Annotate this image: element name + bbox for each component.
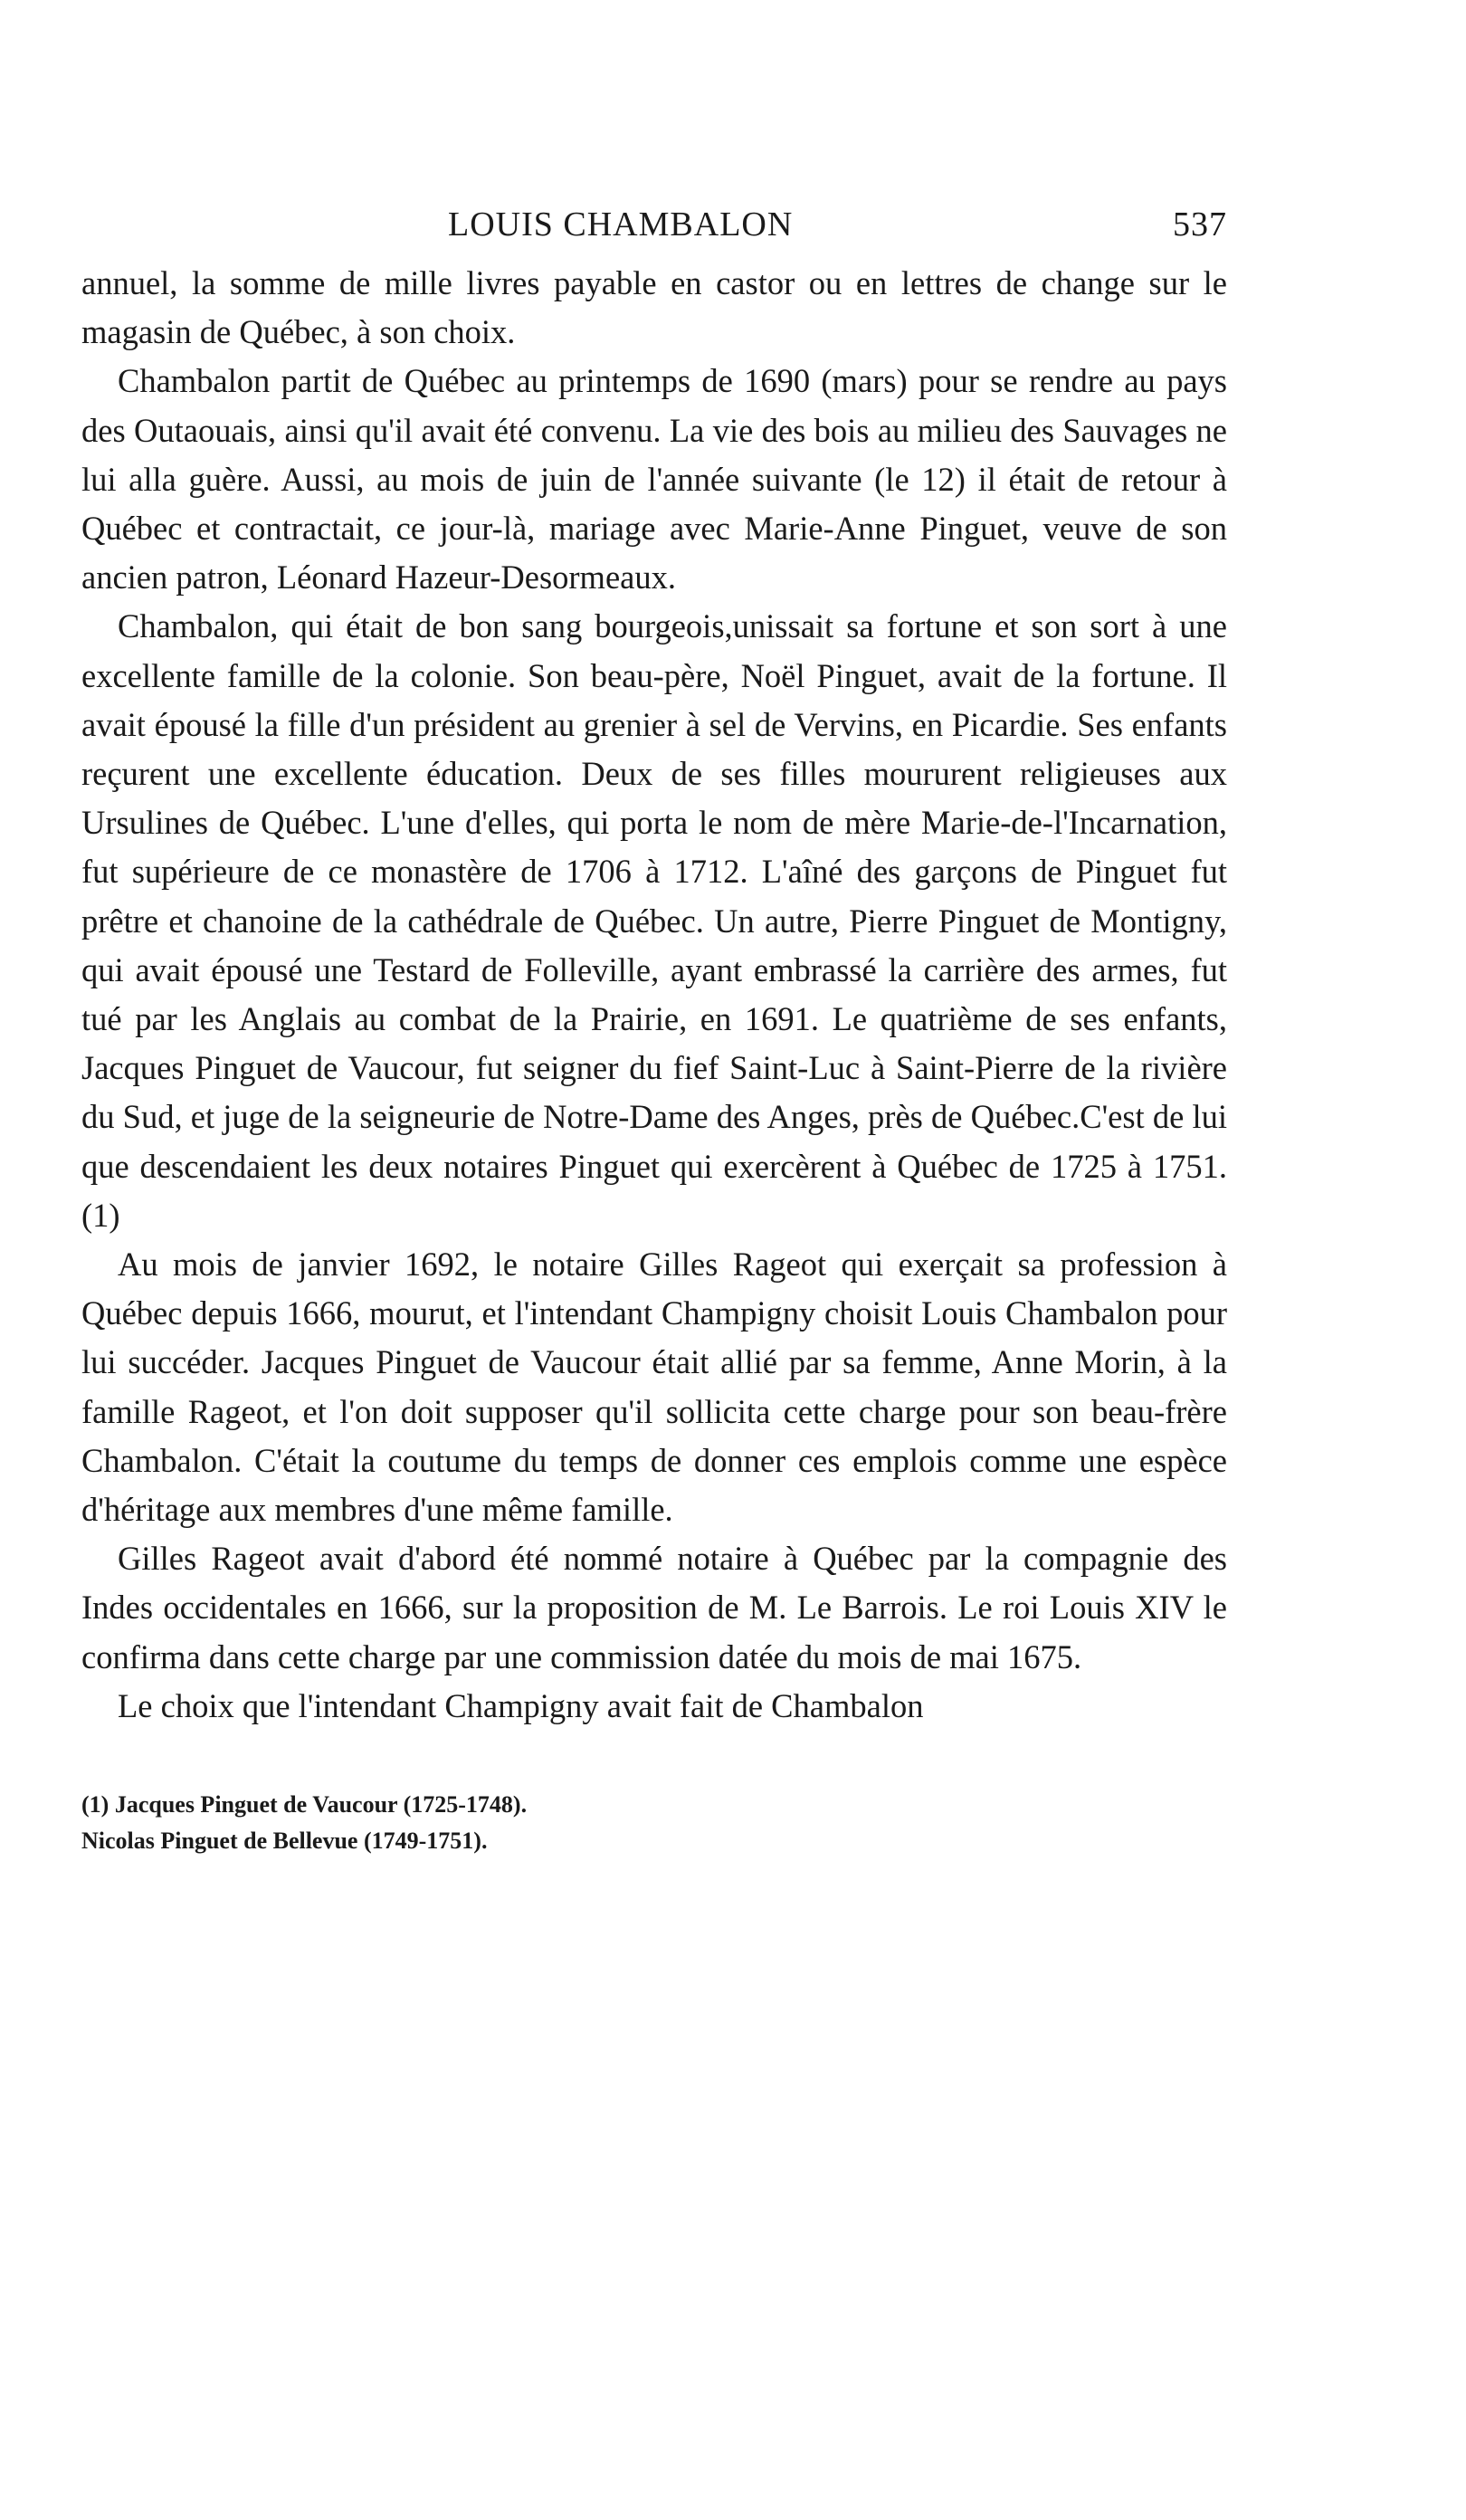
paragraph-6: Le choix que l'intendant Champigny avait fait de Chambalon xyxy=(118,1686,924,1724)
paragraph-1: annuel, la somme de mille livres payable en castor ou en lettres de change sur le magasin de Québec, à son choix. xyxy=(81,264,1227,351)
page-number: 537 xyxy=(1173,205,1227,243)
footnote-2: Nicolas Pinguet de Bellevue (1749-1751). xyxy=(81,1828,488,1855)
running-head xyxy=(81,205,1227,255)
book-page xyxy=(81,205,1227,1859)
paragraph-2: Chambalon partit de Québec au printemps de 1690 (mars) pour se rendre au pays des Outaouais, ainsi qu'il avait été convenu. La vie des bois au milieu des Sauvages ne lui alla guère. Aussi, au mois de juin de l'année suivante (le 12) il était de retour à Québec et contractait, ce jour-là, mariage avec Marie-Anne Pinguet, veuve de son ancien patron, Léonard Hazeur-Desormeaux. xyxy=(81,362,1227,597)
body-text xyxy=(81,259,1227,1731)
paragraph-3: Chambalon, qui était de bon sang bourgeois,unissait sa fortune et son sort à une excellente famille de la colonie. Son beau-père, Noël Pinguet, avait de la fortune. Il avait épousé la fille d'un président au grenier à sel de Vervins, en Picardie. Ses enfants reçurent une excellente éducation. Deux de ses filles moururent religieuses aux Ursulines de Québec. L'une d'elles, qui porta le nom de mère Marie-de-l'Incarnation, fut supérieure de ce monastère de 1706 à 1712. L'aîné des garçons de Pinguet fut prêtre et chanoine de la cathédrale de Québec. Un autre, Pierre Pinguet de Montigny, qui avait épousé une Testard de Folleville, ayant embrassé la carrière des armes, fut tué par les Anglais au combat de la Prairie, en 1691. Le quatrième de ses enfants, Jacques Pinguet de Vaucour, fut seigner du fief Saint-Luc à Saint-Pierre de la rivière du Sud, et juge de la seigneurie de Notre-Dame des Anges, près de Québec.C'est de lui que descendaient les deux notaires Pinguet qui exercèrent à Québec de 1725 à 1751. (1) xyxy=(81,607,1227,1234)
footnotes xyxy=(81,1787,1227,1859)
footnote-1: (1) Jacques Pinguet de Vaucour (1725-1748). xyxy=(81,1791,528,1818)
paragraph-5: Gilles Rageot avait d'abord été nommé notaire à Québec par la compagnie des Indes occidentales en 1666, sur la proposition de M. Le Barrois. Le roi Louis XIV le confirma dans cette charge par une commission datée du mois de mai 1675. xyxy=(81,1540,1227,1675)
running-head-title: LOUIS CHAMBALON xyxy=(448,205,794,243)
paragraph-4: Au mois de janvier 1692, le notaire Gilles Rageot qui exerçait sa profession à Québec depuis 1666, mourut, et l'intendant Champigny choisit Louis Chambalon pour lui succéder. Jacques Pinguet de Vaucour était allié par sa femme, Anne Morin, à la famille Rageot, et l'on doit supposer qu'il sollicita cette charge pour son beau-frère Chambalon. C'était la coutume du temps de donner ces emplois comme une espèce d'héritage aux membres d'une même famille. xyxy=(81,1246,1227,1529)
